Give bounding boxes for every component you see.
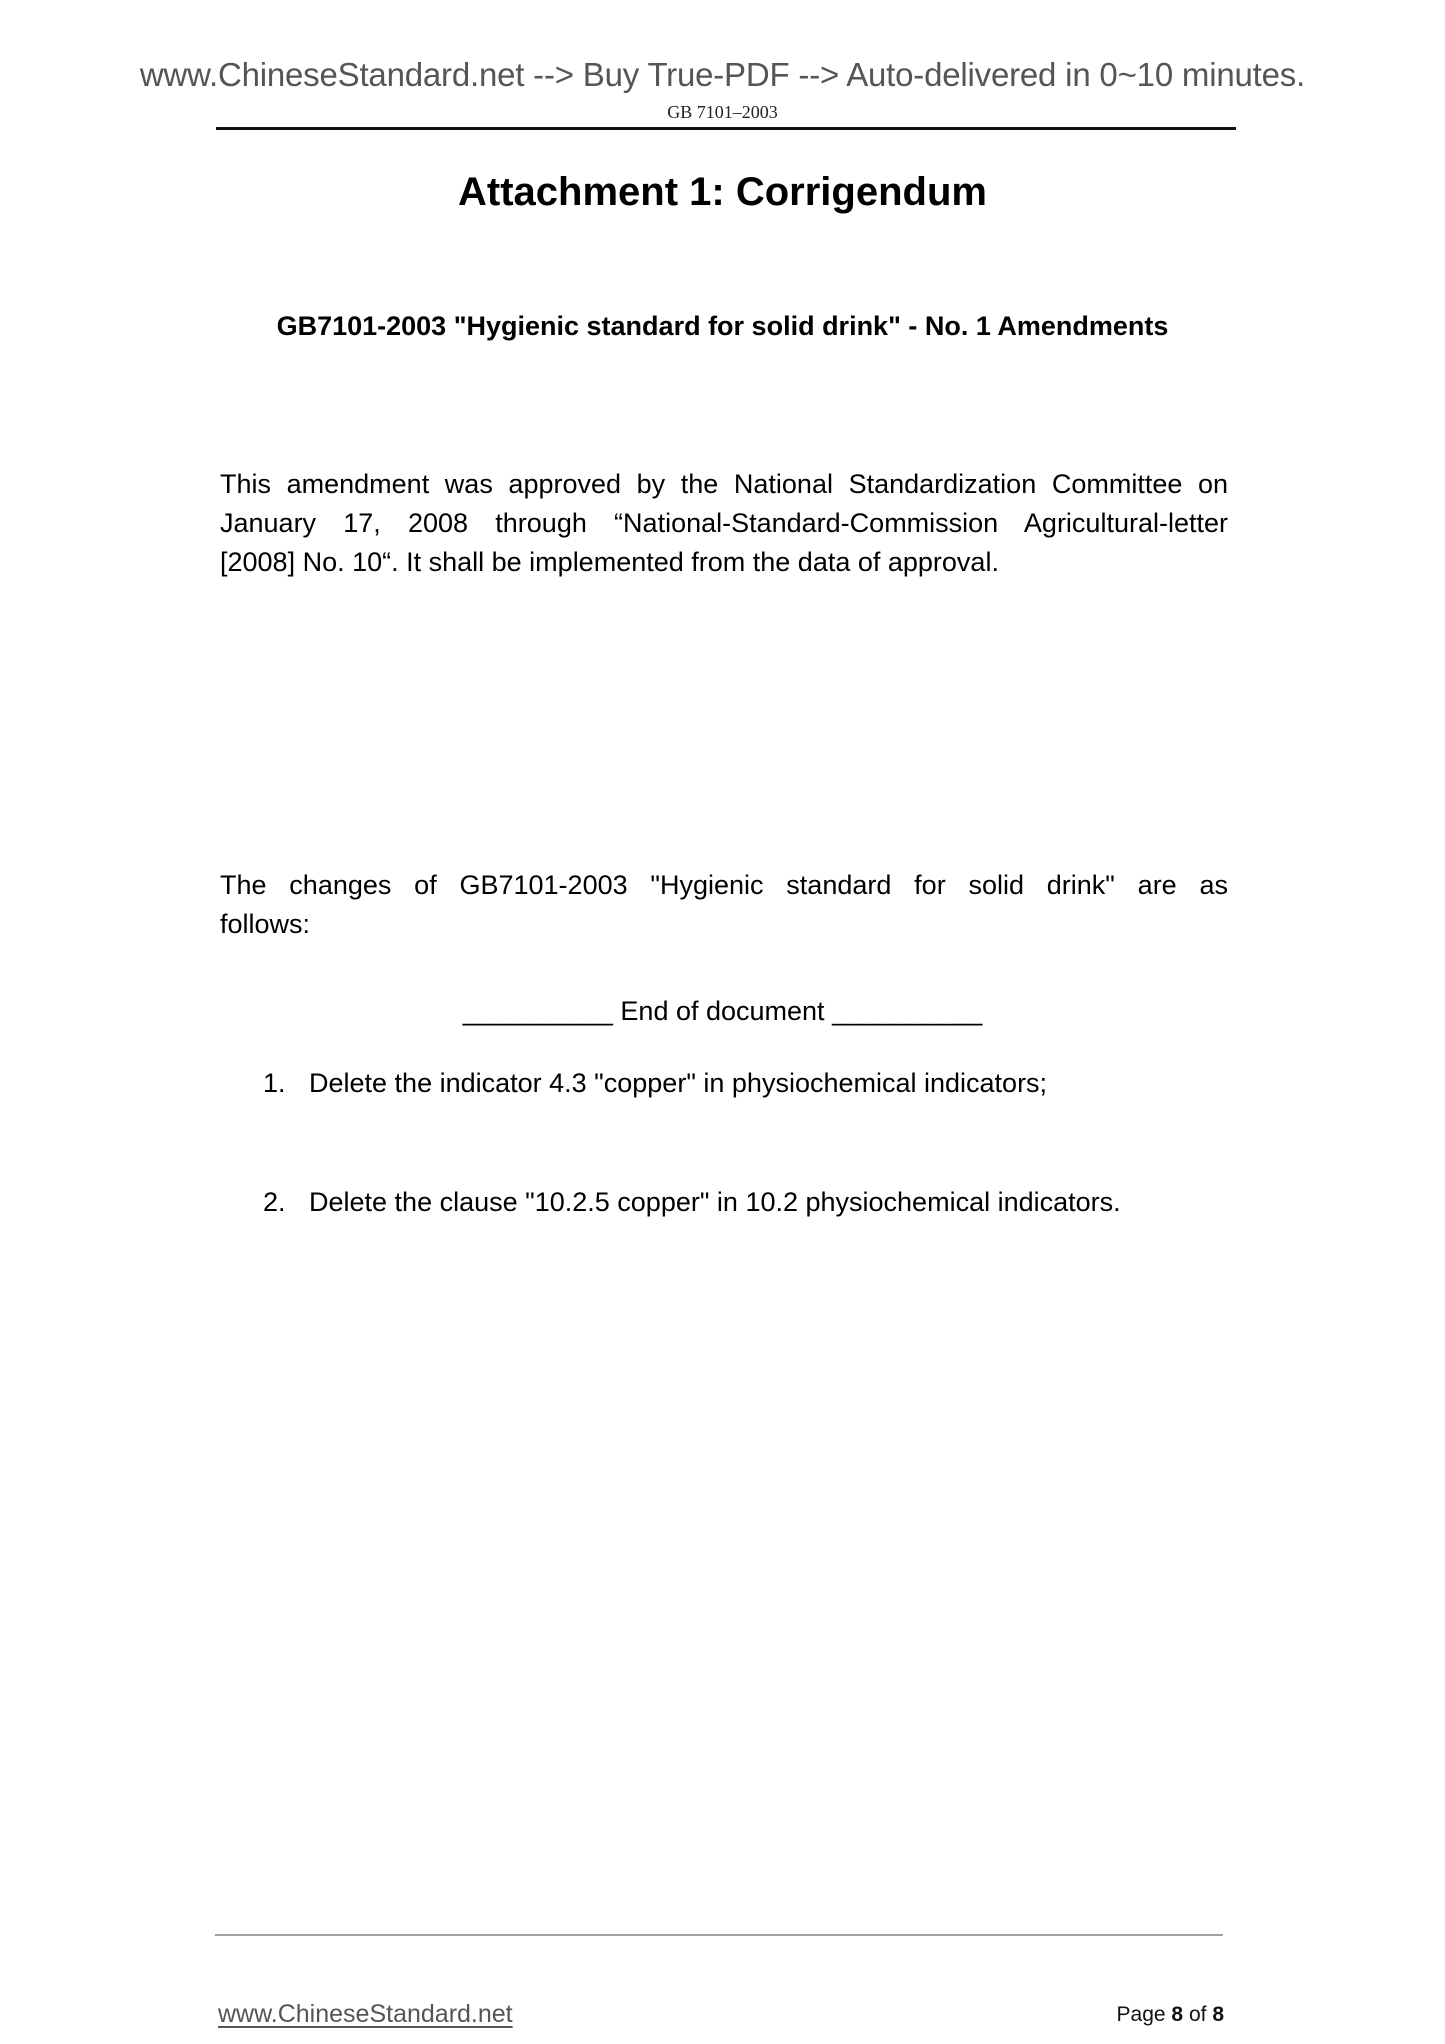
changes-intro-paragraph bbox=[220, 866, 1228, 944]
change-list-item bbox=[0, 1183, 1445, 1223]
current-page: 8 bbox=[1171, 2003, 1184, 2026]
page-indicator bbox=[1000, 2003, 1224, 2027]
approval-paragraph bbox=[220, 465, 1228, 582]
end-of-document-marker: __________ End of document __________ bbox=[462, 996, 983, 1026]
of-label: of bbox=[1188, 2003, 1207, 2026]
document-subtitle: GB7101-2003 "Hygienic standard for solid drink" - No. 1 Amendments bbox=[276, 311, 1169, 341]
paragraph-line: January 17, 2008 through “National-Standard-Commission Agricultural-letter bbox=[220, 508, 1228, 538]
list-number: 2. bbox=[263, 1187, 286, 1217]
paragraph-line: This amendment was approved by the National Standardization Committee on bbox=[220, 469, 1228, 499]
page-title: Attachment 1: Corrigendum bbox=[458, 170, 987, 214]
list-text: Delete the clause "10.2.5 copper" in 10.2 physiochemical indicators. bbox=[309, 1187, 1121, 1217]
total-pages: 8 bbox=[1212, 2003, 1224, 2026]
promo-banner: www.ChineseStandard.net --> Buy True-PDF --> Auto-delivered in 0~10 minutes. bbox=[139, 56, 1306, 93]
standard-code: GB 7101–2003 bbox=[667, 102, 778, 122]
page-label: Page bbox=[1116, 2003, 1166, 2026]
footer-website-link[interactable]: www.ChineseStandard.net bbox=[218, 2000, 513, 2028]
list-number: 1. bbox=[263, 1068, 286, 1098]
paragraph-line: The changes of GB7101-2003 "Hygienic standard for solid drink" are as bbox=[220, 870, 1228, 900]
header-divider bbox=[216, 127, 1236, 130]
paragraph-line: [2008] No. 10“. It shall be implemented from the data of approval. bbox=[220, 547, 999, 577]
change-list-item bbox=[0, 1064, 1445, 1104]
list-text: Delete the indicator 4.3 "copper" in physiochemical indicators; bbox=[309, 1068, 1048, 1098]
paragraph-line: follows: bbox=[220, 909, 311, 939]
footer-divider bbox=[215, 1934, 1223, 1936]
